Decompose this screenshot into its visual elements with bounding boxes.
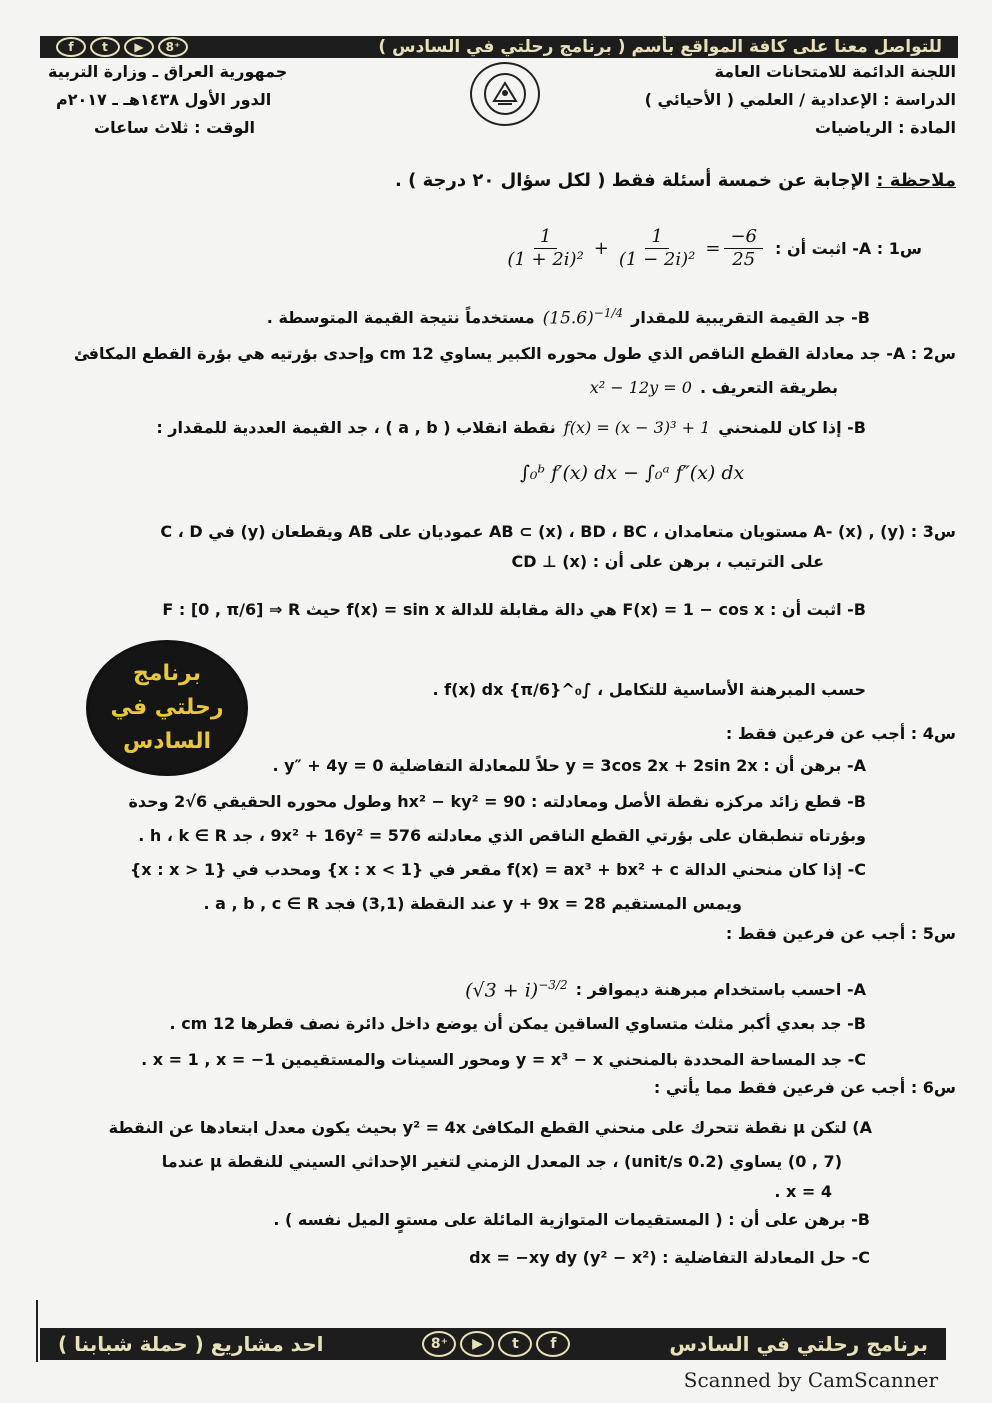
header-subject: المادة : الرياضيات [815,118,956,137]
q1-a-equation: $\frac{1}{\text{(1 + 2i)²}}$ + $\frac{1}{\text{(1 − 2i)²}}$ = $\frac{-6}{25}$ [497,226,767,271]
q6-a-line3: x = 4 . [774,1182,832,1201]
q3-a-line2: على الترتيب ، برهن على أن : CD ⊥ (x) [511,552,824,571]
q3-b-line2: حسب المبرهنة الأساسية للتكامل ، ∫₀^{π/6} f(x) dx . [432,680,866,699]
q4-b-line1: B- قطع زائد مركزه نقطة الأصل ومعادلته : hx² − ky² = 90 وطول محوره الحقيقي 6√2 وحدة [128,792,866,811]
q4-a: A- برهن أن : y = 3cos 2x + 2sin 2x حلاً للمعادلة التفاضلية y″ + 4y = 0 . [272,756,866,775]
note-text: الإجابة عن خمسة أسئلة فقط ( لكل سؤال ٢٠ درجة ) . [395,170,871,191]
q5-a-expr: $(√3 + i)^{-3/2}$ [465,978,568,1002]
q6-title: س6 : أجب عن فرعين فقط مما يأتي : [653,1078,956,1097]
q4-c-line2: ويمس المستقيم y + 9x = 28 عند النقطة (3,1) فجد a , b , c ∈ R . [203,894,742,913]
q1-b-expr: $(15.6)^{-1/4}$ [542,306,624,329]
q2-a-line1: س2 : A- جد معادلة القطع الناقص الذي طول محوره الكبير يساوي 12 cm وإحدى بؤرتيه هي بؤرة القطع المكافئ [73,344,956,363]
ministry-emblem [470,62,540,126]
q3-b-line1: B- اثبت أن : F(x) = 1 − cos x هي دالة مقابلة للدالة f(x) = sin x حيث F : [0 , π/6] ⇒ R [162,600,866,619]
top-banner [40,36,958,58]
q2-a-equation: x² − 12y = 0 [589,378,692,397]
q6-a-line2: (7 , 0) يساوي (0.2 unit/s) ، جد المعدل الزمني لتغير الإحداثي السيني للنقطة μ عندما [161,1152,842,1171]
q2-b-text: B- إذا كان للمنحني [718,418,866,437]
header-study: الدراسة : الإعدادية / العلمي ( الأحيائي ) [644,90,956,109]
header-time: الوقت : ثلاث ساعات [94,118,256,137]
bottom-social-icons [422,1331,570,1357]
top-social-icons [56,37,188,57]
q2-b-integral: ∫₀ᵇ f′(x) dx − ∫₀ᵃ f″(x) dx [520,462,745,484]
googleplus-icon[interactable]: 8⁺ [422,1331,456,1357]
q1-b [267,306,870,329]
q1-frac2: $\frac{1}{\text{(1 − 2i)²}}$ [618,226,696,270]
q5-a [465,978,866,1001]
header-committee: اللجنة الدائمة للامتحانات العامة [714,62,956,81]
top-banner-text: للتواصل معنا على كافة المواقع بأسم ( برنامج رحلتي في السادس ) [378,37,942,57]
badge-line-2: رحلتي في [110,695,224,720]
facebook-icon[interactable]: f [536,1331,570,1357]
q1-b-tail: مستخدماً نتيجة القيمة المتوسطة . [266,307,535,327]
scan-edge-line [36,1300,38,1362]
q6-b: B- برهن على أن : ( المستقيمات المتوازية المائلة على مستوٍ الميل نفسه ) . [273,1210,870,1229]
q1-frac1: $\frac{1}{\text{(1 + 2i)²}}$ [507,226,584,270]
q5-a-text: A- احسب باستخدام مبرهنة ديموافر : [575,980,866,1000]
twitter-icon[interactable]: t [498,1331,532,1357]
bottom-banner [40,1328,946,1360]
q5-c: C- جد المساحة المحددة بالمنحني y = x³ − x ومحور السينات والمستقيمين x = 1 , x = −1 . [141,1050,866,1069]
exam-note [395,170,956,191]
youtube-icon[interactable]: ▶ [460,1331,494,1357]
badge-line-3: السادس [122,729,212,754]
program-badge [86,640,248,776]
q1-a [497,226,922,271]
badge-line-1: برنامج [133,661,201,686]
q2-a-method: بطريقة التعريف . [699,378,838,397]
q6-c: C- حل المعادلة التفاضلية : (y² − x²) dx = −xy dy [469,1248,870,1267]
q4-c-line1: C- إذا كان منحني الدالة f(x) = ax³ + bx² + c مقعر في {x : x < 1} ومحدب في {x : x > 1} [129,860,866,879]
googleplus-icon[interactable]: 8⁺ [158,37,188,57]
youtube-icon[interactable]: ▶ [124,37,154,57]
bottom-banner-program: برنامج رحلتي في السادس [669,1332,928,1356]
q2-b [156,418,866,437]
q4-b-line2: وبؤرتاه تنطبقان على بؤرتي القطع الناقص الذي معادلته 9x² + 16y² = 576 ، جد h ، k ∈ R . [138,826,866,845]
q1-rhs: $\frac{-6}{25}$ [724,226,763,271]
header-republic: جمهورية العراق ـ وزارة التربية [48,62,288,81]
twitter-icon[interactable]: t [90,37,120,57]
q2-b-func: f(x) = (x − 3)³ + 1 [563,418,711,437]
q4-title: س4 : أجب عن فرعين فقط : [725,724,956,743]
q2-b-text2: نقطة انقلاب ( a , b ) ، جد القيمة العددية للمقدار : [156,418,556,437]
q1-b-text: B- جد القيمة التقريبية للمقدار [631,307,870,327]
note-label: ملاحظة : [876,170,956,191]
q2-a-line2 [590,378,838,397]
scanner-watermark: Scanned by CamScanner [683,1368,938,1392]
bottom-banner-campaign: احد مشاريع ( حملة شبابنا ) [58,1332,324,1356]
q3-a-line1: س3 : A- (x) , (y) مستويان متعامدان ، AB ⊂ (x) ، BD ، BC عموديان على AB ويقطعان (y) في C ، D [160,522,956,541]
q5-title: س5 : أجب عن فرعين فقط : [725,924,956,943]
q1-a-label: س1 : A- اثبت أن : [774,239,922,258]
header-session: الدور الأول ١٤٣٨هـ ـ ٢٠١٧م [56,90,272,109]
facebook-icon[interactable]: f [56,37,86,57]
emblem-icon [480,71,530,117]
q6-a-line1: A) لتكن μ نقطة تتحرك على منحني القطع المكافئ y² = 4x بحيث يكون معدل ابتعادها عن النقطة [108,1118,872,1137]
q5-b: B- جد بعدي أكبر مثلث متساوي الساقين يمكن أن يوضع داخل دائرة نصف قطرها 12 cm . [169,1014,866,1033]
